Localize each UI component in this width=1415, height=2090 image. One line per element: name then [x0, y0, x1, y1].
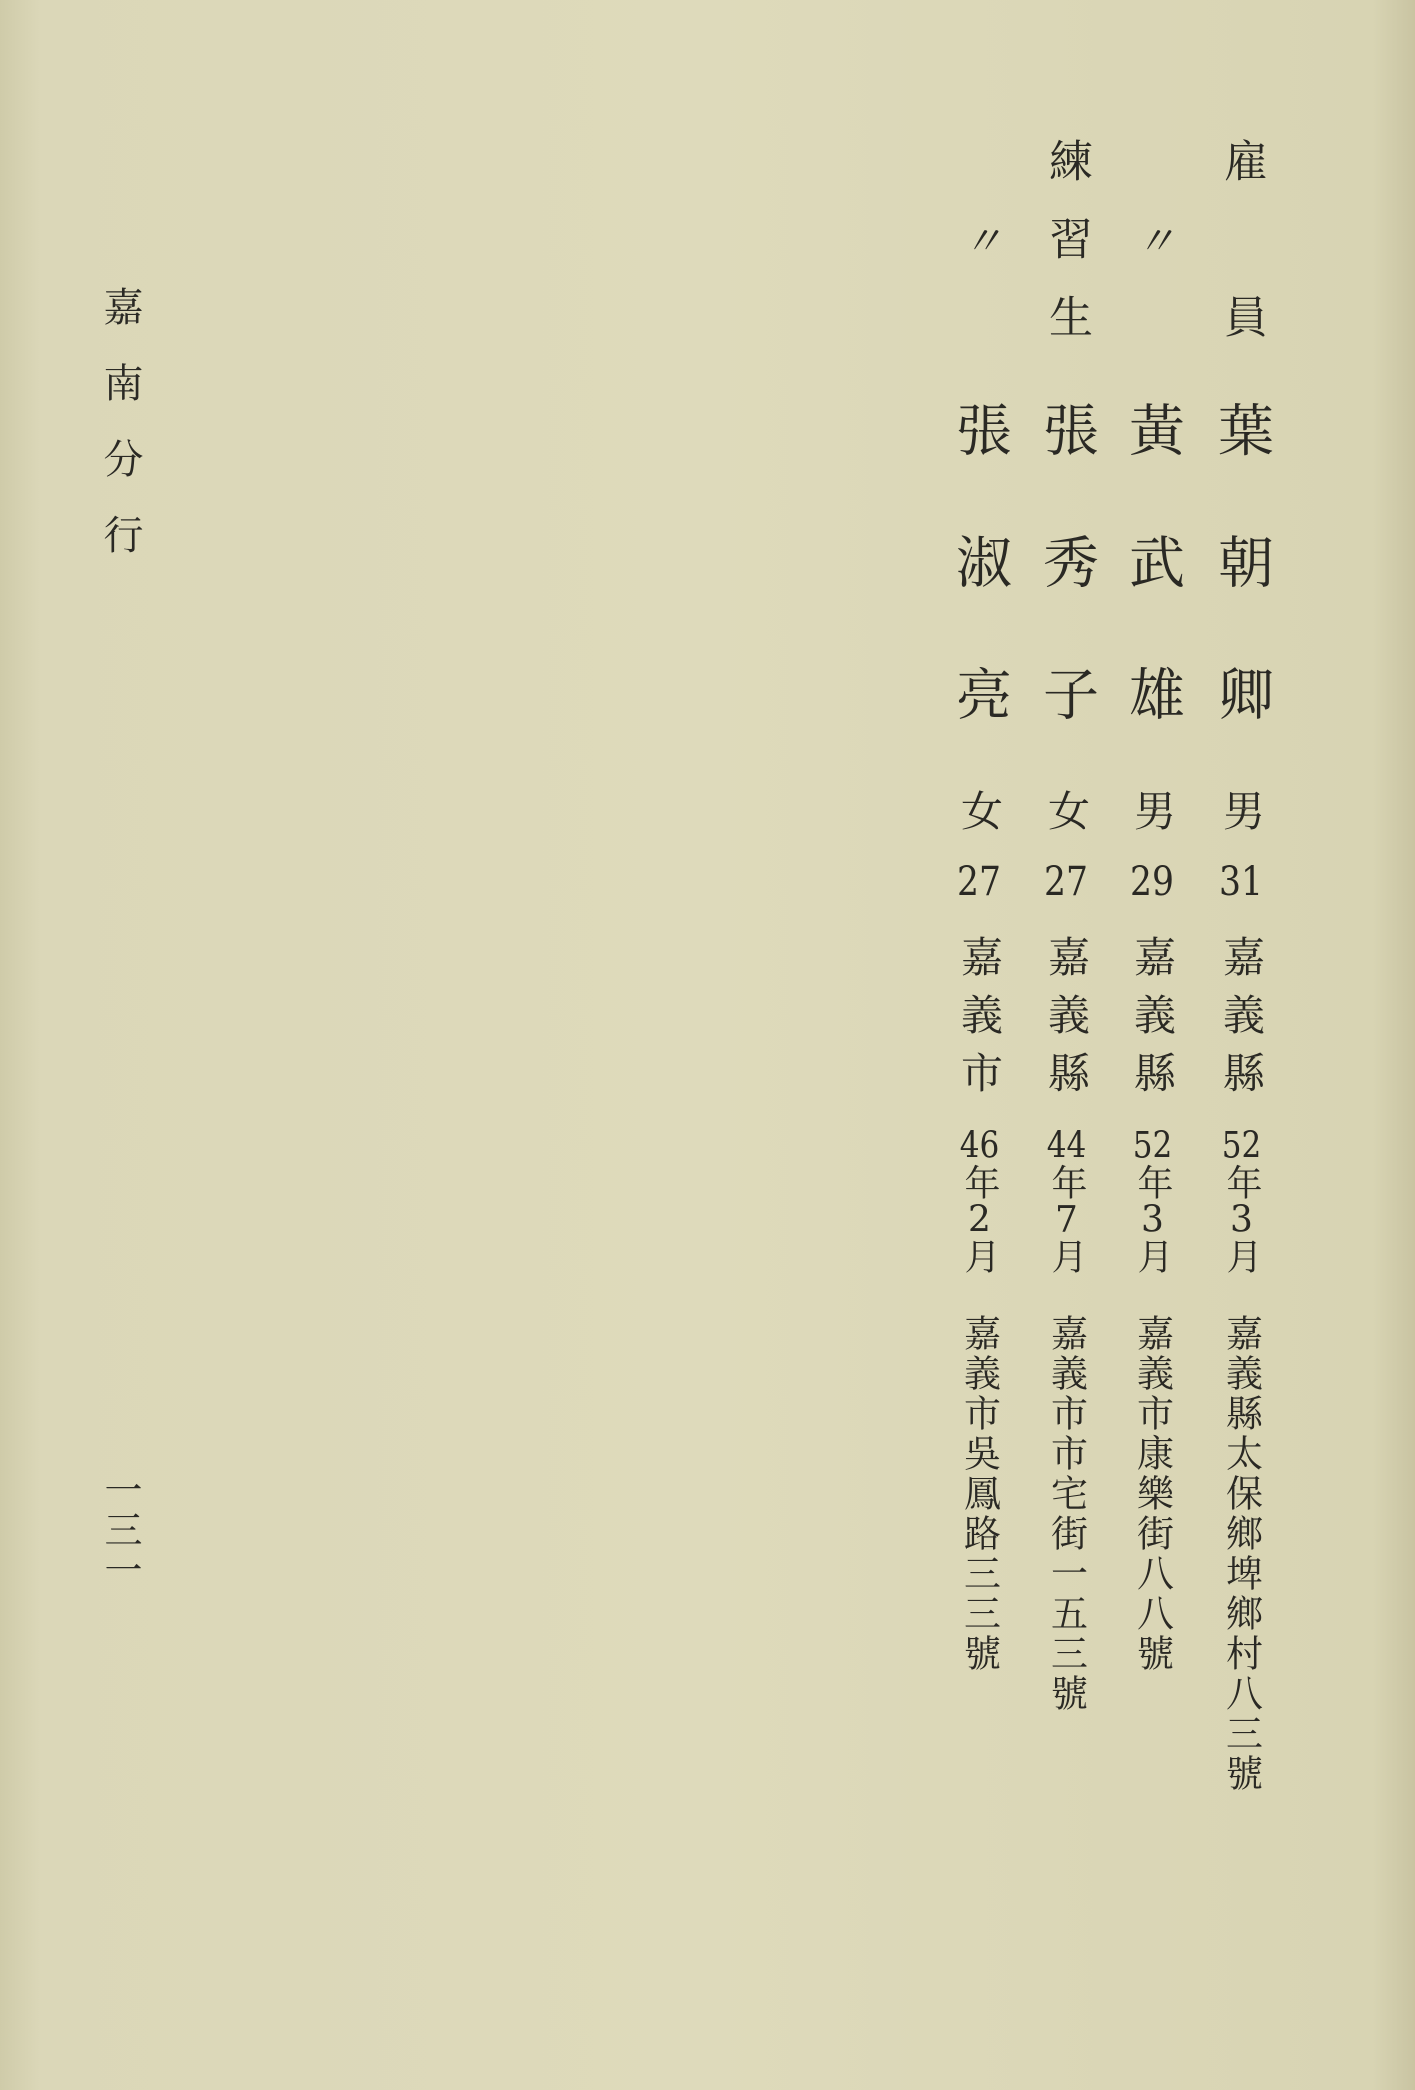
gender: 男: [1128, 789, 1177, 831]
unit-part: 年: [1221, 1164, 1262, 1202]
birth-date: [959, 1128, 1000, 1276]
unit-part: 月: [1132, 1238, 1173, 1276]
address: 嘉義市市宅街一五三號: [1044, 1314, 1088, 1714]
age: 27: [1044, 862, 1088, 902]
number-part: 44: [1046, 1128, 1087, 1164]
unit-part: 年: [1132, 1164, 1173, 1202]
job-title: 雇員: [1216, 138, 1267, 450]
native-place: 嘉義縣: [1128, 935, 1177, 1109]
address: 嘉義縣太保鄉埤鄉村八三號: [1219, 1314, 1263, 1794]
birth-date: [1221, 1128, 1262, 1276]
age: 27: [957, 862, 1001, 902]
ditto-mark: 〃: [1129, 220, 1175, 260]
staff-name: 黃武雄: [1120, 401, 1185, 797]
birth-date: [1132, 1128, 1173, 1276]
number-part: 3: [1141, 1202, 1164, 1238]
staff-name: 葉朝卿: [1209, 401, 1274, 797]
page-number: 一三一: [98, 1470, 142, 1590]
unit-part: 月: [959, 1238, 1000, 1276]
number-part: 52: [1132, 1128, 1173, 1164]
number-part: 3: [1230, 1202, 1253, 1238]
number-part: 46: [959, 1128, 1000, 1164]
native-place: 嘉義縣: [1042, 935, 1091, 1109]
native-place: 嘉義市: [955, 935, 1004, 1109]
staff-name: 張秀子: [1034, 401, 1099, 797]
birth-date: [1046, 1128, 1087, 1276]
gender: 男: [1217, 789, 1266, 831]
number-part: 52: [1221, 1128, 1262, 1164]
number-part: 7: [1055, 1202, 1078, 1238]
age: 31: [1219, 862, 1263, 902]
unit-part: 月: [1046, 1238, 1087, 1276]
job-title: 練習生: [1041, 138, 1092, 372]
unit-part: 年: [959, 1164, 1000, 1202]
staff-name: 張淑亮: [947, 401, 1012, 797]
address: 嘉義市康樂街八八號: [1130, 1314, 1174, 1674]
gender: 女: [955, 789, 1004, 831]
address: 嘉義市吳鳳路三三號: [957, 1314, 1001, 1674]
gender: 女: [1042, 789, 1091, 831]
ditto-mark: 〃: [956, 220, 1002, 260]
age: 29: [1130, 862, 1174, 902]
number-part: 2: [968, 1202, 991, 1238]
unit-part: 月: [1221, 1238, 1262, 1276]
native-place: 嘉義縣: [1217, 935, 1266, 1109]
unit-part: 年: [1046, 1164, 1087, 1202]
branch-label: 嘉南分行: [97, 286, 143, 590]
